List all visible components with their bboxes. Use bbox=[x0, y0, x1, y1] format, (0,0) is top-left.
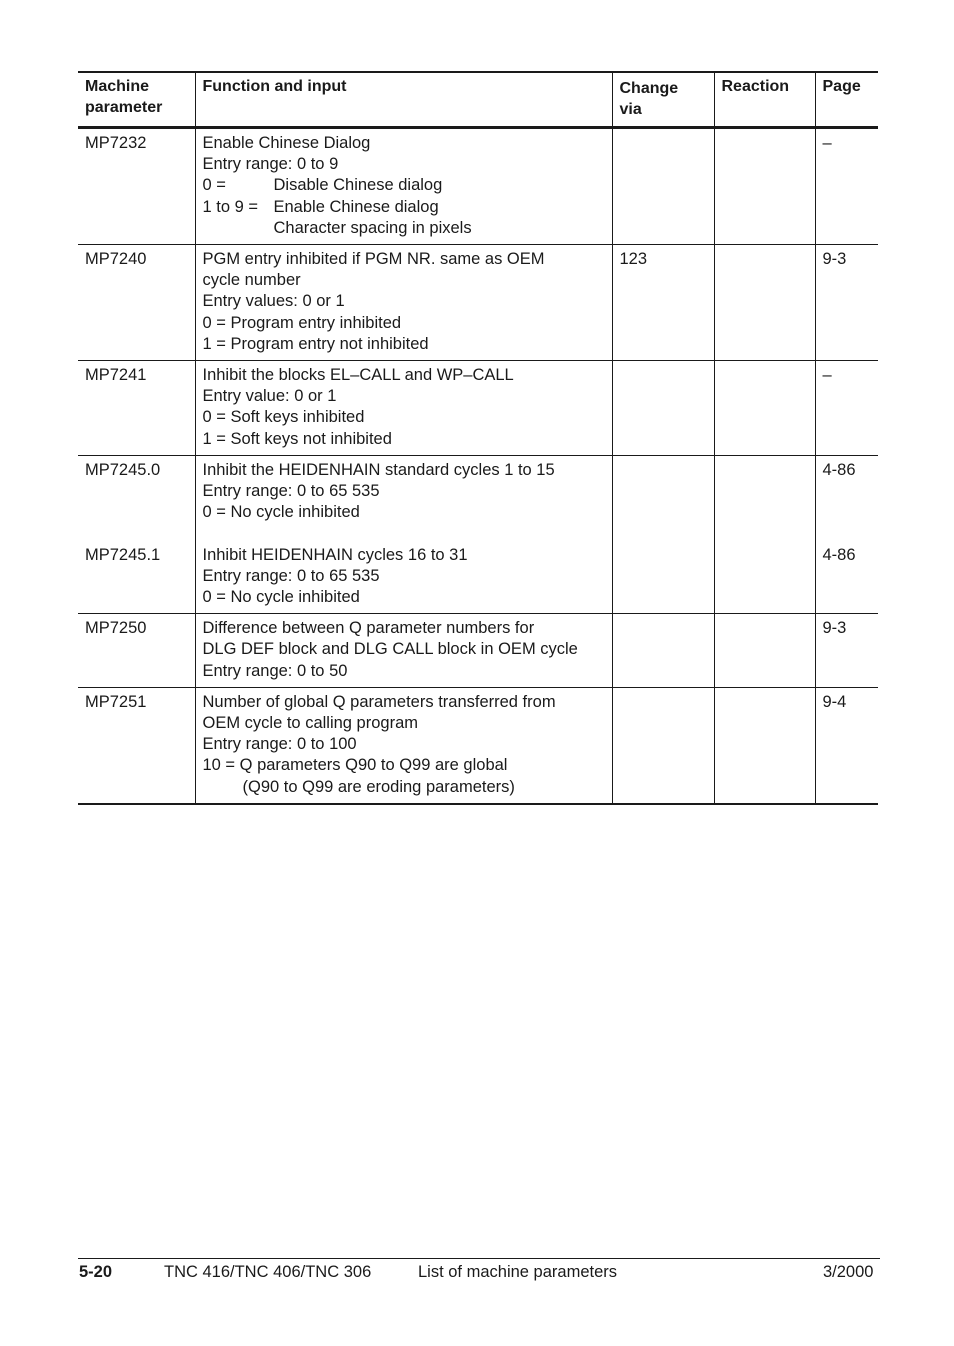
reaction-cell bbox=[714, 245, 815, 361]
footer-divider bbox=[78, 1258, 880, 1259]
function-cell: Number of global Q parameters transferred from OEM cycle to calling program Entry range: 0 to 100 10 = Q parameters Q90 to Q99 are global (Q90 to Q99 are eroding parameters) bbox=[195, 687, 612, 804]
footer-model: TNC 416/TNC 406/TNC 306 bbox=[164, 1263, 372, 1281]
page-cell: 9-3 bbox=[815, 614, 878, 688]
change-via-cell bbox=[612, 455, 714, 613]
table-row bbox=[78, 245, 878, 361]
reaction-cell bbox=[714, 687, 815, 804]
function-cell: Inhibit the blocks EL–CALL and WP–CALL Entry value: 0 or 1 0 = Soft keys inhibited 1 = Soft keys not inhibited bbox=[195, 361, 612, 456]
change-via-cell bbox=[612, 128, 714, 245]
change-via-cell bbox=[612, 614, 714, 688]
header-change-via: Change via bbox=[612, 72, 714, 128]
param-cell: MP7245.0 MP7245.1 bbox=[78, 455, 195, 613]
change-via-cell bbox=[612, 687, 714, 804]
table-row bbox=[78, 614, 878, 688]
change-via-cell: 123 bbox=[612, 245, 714, 361]
table-header-row bbox=[78, 72, 878, 128]
change-via-cell bbox=[612, 361, 714, 456]
function-cell: Enable Chinese Dialog Entry range: 0 to 9 0 = Disable Chinese dialog 1 to 9 = Enable Chinese dialog Character spacing in pixels bbox=[195, 128, 612, 245]
reaction-cell bbox=[714, 361, 815, 456]
param-cell: MP7241 bbox=[78, 361, 195, 456]
param-cell: MP7251 bbox=[78, 687, 195, 804]
table-row bbox=[78, 128, 878, 245]
page-cell: – bbox=[815, 361, 878, 456]
page-cell: 9-3 bbox=[815, 245, 878, 361]
header-machine-parameter: Machine parameter bbox=[78, 72, 195, 128]
footer-date: 3/2000 bbox=[823, 1263, 874, 1281]
footer-page-number: 5-20 bbox=[79, 1263, 113, 1281]
reaction-cell bbox=[714, 455, 815, 613]
function-cell: Inhibit the HEIDENHAIN standard cycles 1 to 15 Entry range: 0 to 65 535 0 = No cycle inhibited Inhibit HEIDENHAIN cycles 16 to 31 Entry range: 0 to 65 535 0 = No cycle inhibited bbox=[195, 455, 612, 613]
header-page: Page bbox=[815, 72, 878, 128]
param-cell: MP7240 bbox=[78, 245, 195, 361]
table-row bbox=[78, 361, 878, 456]
header-function-and-input: Function and input bbox=[195, 72, 612, 128]
machine-parameter-table bbox=[78, 71, 878, 805]
reaction-cell bbox=[714, 614, 815, 688]
header-reaction: Reaction bbox=[714, 72, 815, 128]
page-cell: – bbox=[815, 128, 878, 245]
footer-section-title: List of machine parameters bbox=[418, 1263, 618, 1281]
param-cell: MP7250 bbox=[78, 614, 195, 688]
function-cell: Difference between Q parameter numbers for DLG DEF block and DLG CALL block in OEM cycle Entry range: 0 to 50 bbox=[195, 614, 612, 688]
table-row bbox=[78, 455, 878, 613]
page-cell: 9-4 bbox=[815, 687, 878, 804]
page-cell: 4-86 4-86 bbox=[815, 455, 878, 613]
table-row bbox=[78, 687, 878, 804]
param-cell: MP7232 bbox=[78, 128, 195, 245]
function-cell: PGM entry inhibited if PGM NR. same as OEM cycle number Entry values: 0 or 1 0 = Program entry inhibited 1 = Program entry not inhibited bbox=[195, 245, 612, 361]
reaction-cell bbox=[714, 128, 815, 245]
